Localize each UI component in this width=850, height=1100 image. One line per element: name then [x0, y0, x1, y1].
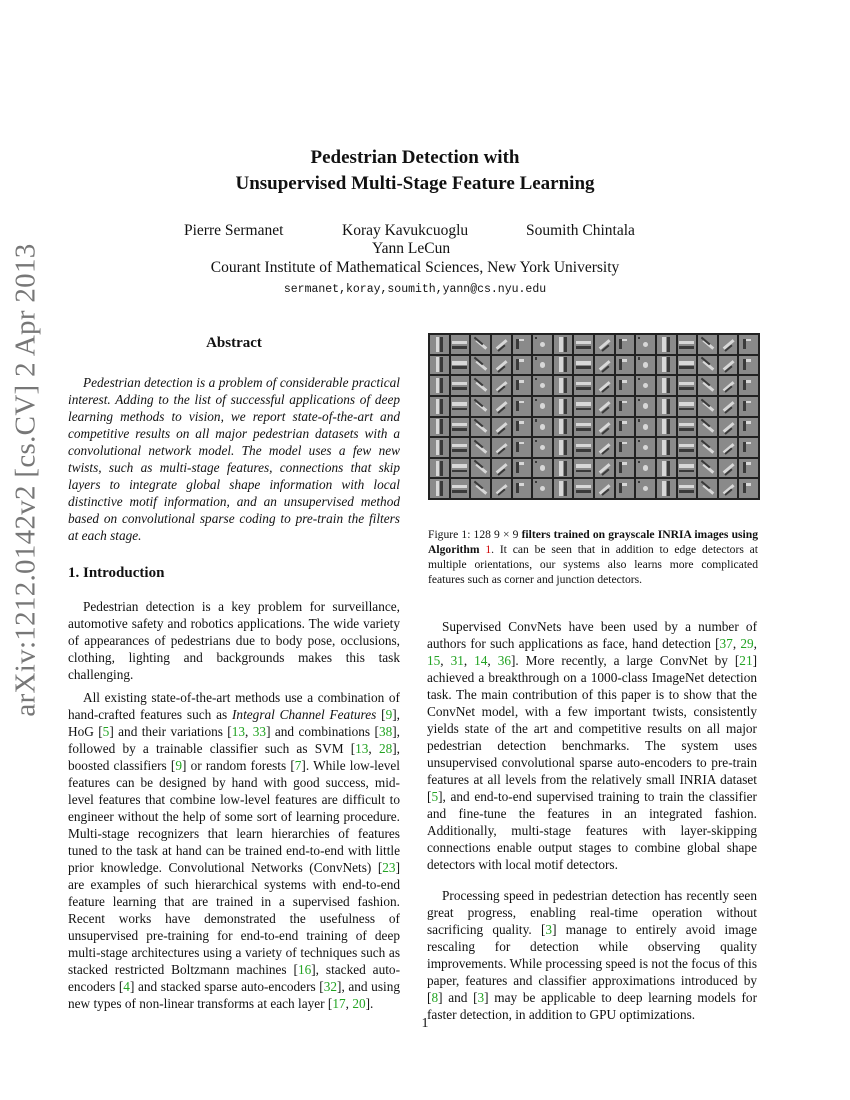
- title-line-1: Pedestrian Detection with: [310, 147, 520, 168]
- filter-tile: [471, 418, 490, 437]
- filter-tile: [574, 479, 593, 498]
- filter-tile: [554, 356, 573, 375]
- filter-tile: [533, 479, 552, 498]
- arxiv-identifier: arXiv:1212.0142v2 [cs.CV] 2 Apr 2013: [9, 243, 42, 717]
- filter-tile: [739, 376, 758, 395]
- filter-tile: [533, 335, 552, 354]
- filter-tile: [595, 479, 614, 498]
- filter-tile: [430, 376, 449, 395]
- filter-tile: [739, 418, 758, 437]
- filter-tile: [533, 418, 552, 437]
- page-number: 1: [421, 1016, 429, 1031]
- filter-tile: [719, 356, 738, 375]
- filter-tile: [451, 438, 470, 457]
- paper-title: [0, 145, 830, 197]
- filter-tile: [574, 397, 593, 416]
- filter-tile: [492, 376, 511, 395]
- filter-tile: [451, 418, 470, 437]
- filter-tile: [513, 335, 532, 354]
- filter-tile: [719, 376, 738, 395]
- filter-tile: [636, 438, 655, 457]
- filter-tile: [636, 356, 655, 375]
- filter-tile: [719, 438, 738, 457]
- citation-link[interactable]: 33: [252, 724, 267, 739]
- citation-link[interactable]: 21: [739, 653, 753, 668]
- filter-tile: [616, 356, 635, 375]
- filter-tile: [533, 397, 552, 416]
- filter-tile: [492, 418, 511, 437]
- filter-tile: [574, 335, 593, 354]
- filter-tile: [533, 459, 552, 478]
- filter-tile: [471, 397, 490, 416]
- paragraph: Supervised ConvNets have been used by a number of authors for such applications as face, hand detection [37, 29, 15, 31, 14, 36]. More recently, a large ConvNet by [21] achieved a breakthrough on a 1000-class ImageNet detection task. The main contribution of this paper is to show that the ConvNet model, with a few important twists, consistently yields state of the art and competitive results on all major pedestrian detection benchmarks. The system uses unsupervised convolutional sparse auto-encoders to pre-train features at all levels from the relatively small INRIA dataset [5], and end-to-end supervised training to train the classifier and fine-tune the features in an integrated fashion. Additionally, multi-stage features with layer-skipping connections enable output stages to combine global shape detectors with local motif detectors.: [427, 619, 758, 872]
- filter-tile: [739, 397, 758, 416]
- filter-tile: [513, 397, 532, 416]
- filter-tile: [616, 459, 635, 478]
- affiliation: Courant Institute of Mathematical Sciences, New York University: [210, 259, 620, 276]
- filter-tile: [430, 335, 449, 354]
- filter-tile: [533, 438, 552, 457]
- filter-tile: [636, 376, 655, 395]
- filter-tile: [657, 356, 676, 375]
- citation-link[interactable]: 7: [294, 758, 302, 773]
- right-column-body: [427, 618, 757, 1029]
- filter-tile: [595, 397, 614, 416]
- filter-tile: [554, 438, 573, 457]
- filter-tile: [739, 438, 758, 457]
- filter-tile: [678, 438, 697, 457]
- filter-tile: [451, 397, 470, 416]
- citation-link[interactable]: 14: [474, 653, 488, 668]
- citation-link[interactable]: 28: [378, 741, 393, 756]
- filter-tile: [739, 356, 758, 375]
- filter-tile: [430, 479, 449, 498]
- citation-link[interactable]: 8: [431, 990, 439, 1005]
- citation-link[interactable]: 9: [385, 707, 393, 722]
- filter-tile: [636, 479, 655, 498]
- filter-tile: [739, 335, 758, 354]
- filter-tile: [698, 376, 717, 395]
- filter-tile: [533, 376, 552, 395]
- filter-tile: [471, 479, 490, 498]
- filter-tile: [616, 418, 635, 437]
- filter-tile: [574, 438, 593, 457]
- filter-tile: [574, 418, 593, 437]
- paragraph: Processing speed in pedestrian detection has recently seen great progress, enabling real-time operation without sacrificing quality. [3] manage to entirely avoid image rescaling for detection while observing quality improvements. While processing speed is not the focus of this paper, features and classifier approximations introduced by [8] and [3] may be applicable to deep learning models for faster detection, in addition to GPU optimizations.: [427, 888, 757, 1022]
- abstract-heading: Abstract: [206, 335, 262, 351]
- author-name: Pierre Sermanet: [184, 222, 284, 239]
- filter-tile: [430, 438, 449, 457]
- author-name: Yann LeCun: [372, 240, 451, 257]
- filter-tile: [430, 418, 449, 437]
- filter-tile: [698, 438, 717, 457]
- citation-link[interactable]: 23: [382, 860, 396, 875]
- filter-tile: [616, 479, 635, 498]
- author-name: Soumith Chintala: [526, 222, 635, 239]
- author-name: Koray Kavukcuoglu: [342, 222, 469, 239]
- filter-tile: [678, 397, 697, 416]
- filter-tile: [636, 459, 655, 478]
- filter-tile: [471, 376, 490, 395]
- citation-link[interactable]: 5: [102, 724, 110, 739]
- citation-link[interactable]: 31: [450, 653, 464, 668]
- filter-tile: [698, 418, 717, 437]
- filter-tile: [698, 335, 717, 354]
- filter-tile: [616, 438, 635, 457]
- filter-tile: [657, 438, 676, 457]
- filter-tile: [595, 459, 614, 478]
- author-emails: sermanet,koray,soumith,yann@cs.nyu.edu: [283, 283, 547, 296]
- filter-tile: [595, 418, 614, 437]
- filter-tile: [719, 335, 738, 354]
- citation-link[interactable]: 32: [323, 979, 338, 994]
- filter-tile: [739, 459, 758, 478]
- filter-tile: [595, 356, 614, 375]
- filter-tile: [678, 418, 697, 437]
- citation-link[interactable]: 29: [740, 636, 754, 651]
- filter-tile: [739, 479, 758, 498]
- paragraph: All existing state-of-the-art methods use a combination of hand-crafted features such as Integral Channel Features [9], HoG [5] and their variations [13, 33] and combinations [38], followed by a trainable classifier such as SVM [13, 28], boosted classifiers [9] or random forests [7]. While low-level features can be designed by hand with good success, mid-level features that combine low-level features are difficult to engineer without the help of some sort of learning procedure. Multi-stage recognizers that learn hierarchies of features tuned to the task at hand can be trained end-to-end with little prior knowledge. Convolutional Networks (ConvNets) [23] are examples of such hierarchical systems with end-to-end feature learning that are trained in a supervised fashion. Recent works have demonstrated the usefulness of unsupervised pre-training for end-to-end training of deep multi-stage architectures using a variety of techniques such as stacked restricted Boltzmann machines [16], stacked auto-encoders [4] and stacked sparse auto-encoders [32], and using new types of non-linear transforms at each layer [17, 20].: [68, 690, 400, 1011]
- filter-tile: [471, 459, 490, 478]
- algorithm-reference-link[interactable]: 1: [485, 543, 492, 556]
- filter-tile: [513, 376, 532, 395]
- filter-tile: [513, 479, 532, 498]
- filter-tile: [492, 397, 511, 416]
- filter-tile: [471, 438, 490, 457]
- filter-tile: [492, 356, 511, 375]
- filter-tile: [471, 335, 490, 354]
- citation-link[interactable]: 3: [545, 922, 553, 937]
- abstract-text: Pedestrian detection is a problem of considerable practical interest. Adding to the list of successful applications of deep learning methods to vision, we report state-of-the-art and competitive results on all major pedestrian datasets with a convolutional network model. The model uses a few new twists, such as multi-stage features, connections that skip layers to integrate global shape information with local distinctive motif information, and an unsupervised method based on convolutional sparse coding to pre-train the filters at each stage.: [68, 375, 400, 543]
- filter-tile: [554, 459, 573, 478]
- filter-tile: [430, 459, 449, 478]
- filter-tile: [574, 459, 593, 478]
- filter-tile: [595, 376, 614, 395]
- filter-tile: [616, 397, 635, 416]
- filter-tile: [657, 397, 676, 416]
- filter-tile: [451, 479, 470, 498]
- title-line-2: Unsupervised Multi-Stage Feature Learning: [235, 173, 595, 194]
- filter-tile: [554, 335, 573, 354]
- filter-tile: [719, 479, 738, 498]
- citation-link[interactable]: 16: [297, 962, 312, 977]
- filter-tile: [574, 376, 593, 395]
- filter-tile: [492, 438, 511, 457]
- citation-link[interactable]: 38: [378, 724, 393, 739]
- filter-tile: [430, 356, 449, 375]
- filter-tile: [657, 459, 676, 478]
- filter-tile: [636, 397, 655, 416]
- filter-tile: [513, 438, 532, 457]
- filter-tile: [533, 356, 552, 375]
- filter-tile: [595, 335, 614, 354]
- filter-tile: [574, 356, 593, 375]
- filter-tile: [451, 459, 470, 478]
- filter-tile: [513, 356, 532, 375]
- filter-tile: [471, 356, 490, 375]
- filter-tile: [698, 356, 717, 375]
- filter-tile: [616, 335, 635, 354]
- filter-tile: [595, 438, 614, 457]
- citation-link[interactable]: 17: [332, 996, 346, 1011]
- filter-tile: [698, 459, 717, 478]
- filter-tile: [451, 356, 470, 375]
- filter-tile: [554, 418, 573, 437]
- filter-tile: [492, 459, 511, 478]
- filter-tile: [451, 376, 470, 395]
- citation-link[interactable]: 9: [175, 758, 182, 773]
- filter-tile: [657, 376, 676, 395]
- filter-tile: [492, 335, 511, 354]
- citation-link[interactable]: 36: [497, 653, 511, 668]
- filter-tile: [719, 459, 738, 478]
- citation-link[interactable]: 3: [477, 990, 485, 1005]
- citation-link[interactable]: 20: [352, 996, 366, 1011]
- learned-filters-figure: [428, 333, 760, 500]
- filter-tile: [678, 376, 697, 395]
- filter-tile: [430, 397, 449, 416]
- filter-tile: [554, 397, 573, 416]
- introduction-body: [68, 598, 400, 1018]
- filter-tile: [698, 397, 717, 416]
- filter-tile: [719, 397, 738, 416]
- citation-link[interactable]: 15: [427, 653, 441, 668]
- section-heading: 1. Introduction: [68, 565, 165, 581]
- citation-link[interactable]: 13: [231, 724, 246, 739]
- filter-tile: [492, 479, 511, 498]
- figure-caption: Figure 1: 128 9 × 9 filters trained on grayscale INRIA images using Algorithm 1. It can be seen that in addition to edge detectors at multiple orientations, our systems also learns more complicated features such as corner and junction detectors.: [428, 528, 759, 586]
- citation-link[interactable]: 4: [123, 979, 130, 994]
- filter-tile: [678, 335, 697, 354]
- filter-tile: [678, 479, 697, 498]
- filter-tile: [678, 459, 697, 478]
- filter-tile: [657, 479, 676, 498]
- filter-tile: [513, 418, 532, 437]
- filter-tile: [678, 356, 697, 375]
- citation-link[interactable]: 37: [719, 636, 733, 651]
- citation-link[interactable]: 5: [431, 789, 439, 804]
- filter-tile: [657, 335, 676, 354]
- filter-tile: [719, 418, 738, 437]
- citation-link[interactable]: 13: [355, 741, 369, 756]
- filter-tile: [636, 418, 655, 437]
- filter-tile: [616, 376, 635, 395]
- filter-tile: [554, 479, 573, 498]
- filter-tile: [451, 335, 470, 354]
- filter-tile: [636, 335, 655, 354]
- filter-tile: [657, 418, 676, 437]
- filter-tile: [698, 479, 717, 498]
- filter-tile: [554, 376, 573, 395]
- filter-tile: [513, 459, 532, 478]
- paragraph: Pedestrian detection is a key problem for surveillance, automotive safety and robotics applications. The wide variety of appearances of pedestrians due to body pose, occlusions, clothing, lighting and backgrounds makes this task challenging.: [68, 599, 400, 682]
